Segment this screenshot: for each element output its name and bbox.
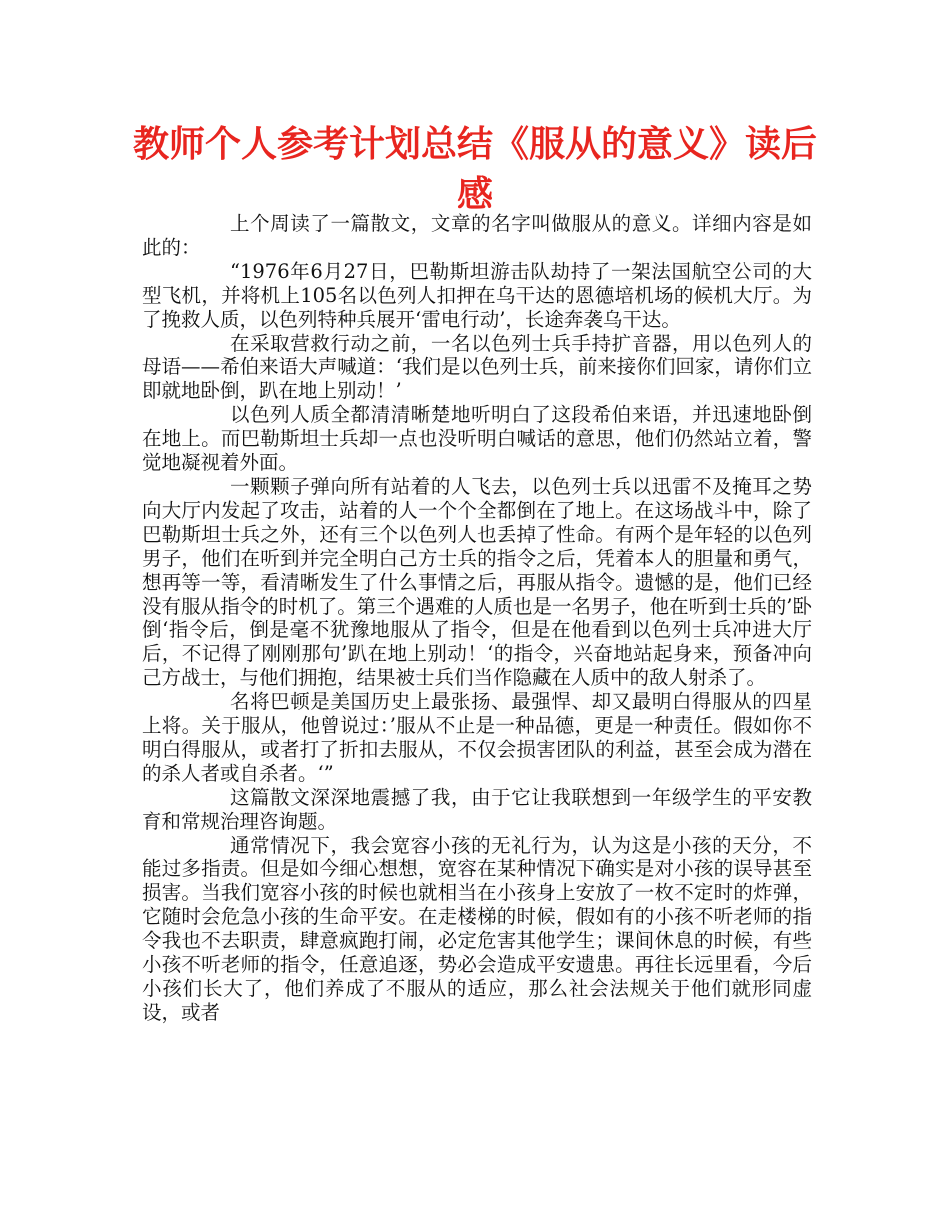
paragraph: 通常情况下，我会宽容小孩的无礼行为，认为这是小孩的天分，不能过多指责。但是如今细心想想，宽容在某种情况下确实是对小孩的误导甚至损害。当我们宽容小孩的时候也就相当在小孩身上安放了一枚不定时的炸弹，它随时会危急小孩的生命平安。在走楼梯的时候，假如有的小孩不听老师的指令我也不去职责，肆意疯跑打闹，必定危害其他学生；课间休息的时候，有些小孩不听老师的指令，任意追逐，势必会造成平安遗患。再往长远里看，今后小孩们长大了，他们养成了不服从的适应，那么社会法规关于他们就形同虚设，或者 (142, 833, 812, 1024)
paragraph: “1976年6月27日，巴勒斯坦游击队劫持了一架法国航空公司的大型飞机，并将机上105名以色列人扣押在乌干达的恩德培机场的候机大厅。为了挽救人质，以色列特种兵展开‘雷电行动’，长途奔袭乌干达。 (142, 259, 812, 331)
paragraph: 以色列人质全都清清晰楚地听明白了这段希伯来语，并迅速地卧倒在地上。而巴勒斯坦士兵却一点也没听明白喊话的意思，他们仍然站立着，警觉地凝视着外面。 (142, 403, 812, 475)
document-title: 教师个人参考计划总结《服从的意义》读后感 (132, 124, 817, 215)
paragraph: 这篇散文深深地震撼了我，由于它让我联想到一年级学生的平安教育和常规治理咨询题。 (142, 785, 812, 833)
paragraph: 一颗颗子弹向所有站着的人飞去，以色列士兵以迅雷不及掩耳之势向大厅内发起了攻击，站着的人一个个全都倒在了地上。在这场战斗中，除了巴勒斯坦士兵之外，还有三个以色列人也丢掉了性命。有两个是年轻的以色列男子，他们在听到并完全明白己方士兵的指令之后，凭着本人的胆量和勇气，想再等一等，看清晰发生了什么事情之后，再服从指令。遗憾的是，他们已经没有服从指令的时机了。第三个遇难的人质也是一名男子，他在听到士兵的’卧倒‘指令后，倒是毫不犹豫地服从了指令，但是在他看到以色列士兵冲进大厅后，不记得了刚刚那句’趴在地上别动！‘的指令，兴奋地站起身来，预备冲向己方战士，与他们拥抱，结果被士兵们当作隐藏在人质中的敌人射杀了。 (142, 474, 812, 690)
paragraph: 名将巴顿是美国历史上最张扬、最强悍、却又最明白得服从的四星上将。关于服从，他曾说过：’服从不止是一种品德，更是一种责任。假如你不明白得服从，或者打了折扣去服从，不仅会损害团队的利益，甚至会成为潜在的杀人者或自杀者。‘” (142, 690, 812, 785)
paragraph: 上个周读了一篇散文，文章的名字叫做服从的意义。详细内容是如此的： (142, 212, 812, 259)
document-body (142, 212, 812, 1025)
paragraph: 在采取营救行动之前，一名以色列士兵手持扩音器，用以色列人的母语——希伯来语大声喊道：‘我们是以色列士兵，前来接你们回家，请你们立即就地卧倒，趴在地上别动！’ (142, 331, 812, 403)
